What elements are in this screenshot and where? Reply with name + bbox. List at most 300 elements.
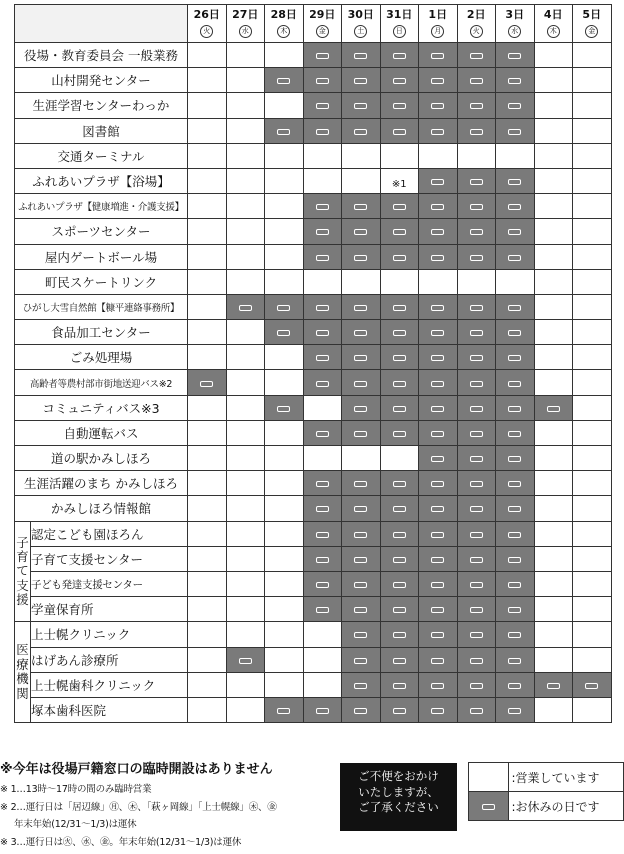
closed-cell [496, 93, 535, 118]
closed-cell [380, 118, 419, 143]
facility-name: 食品加工センター [15, 320, 188, 345]
closed-cell [265, 68, 304, 93]
facility-name: ふれあいプラザ【浴場】 [15, 168, 188, 193]
open-cell [188, 345, 227, 370]
open-cell [534, 647, 573, 672]
closed-dash-icon [431, 255, 444, 261]
closed-dash-icon [277, 406, 290, 412]
closed-dash-icon [508, 103, 521, 109]
footnote-2: ※ 2…運行日は「居辺線」㊊、㊍、「萩ヶ岡線」「上士幌線」㊍、㊎ [0, 802, 277, 813]
closed-cell [496, 345, 535, 370]
open-cell [573, 345, 612, 370]
closed-cell [380, 647, 419, 672]
closed-dash-icon [354, 658, 367, 664]
open-cell [534, 219, 573, 244]
open-cell [573, 446, 612, 471]
closed-dash-icon [431, 229, 444, 235]
closed-cell [419, 597, 458, 622]
closed-cell [457, 546, 496, 571]
open-cell [303, 446, 342, 471]
open-cell [226, 194, 265, 219]
facility-name: 山村開発センター [15, 68, 188, 93]
closed-dash-icon [316, 255, 329, 261]
closed-cell [226, 294, 265, 319]
table-row [15, 622, 612, 647]
closed-dash-icon [508, 229, 521, 235]
closed-cell [457, 420, 496, 445]
open-cell [534, 697, 573, 722]
closed-dash-icon [470, 255, 483, 261]
closed-cell [419, 446, 458, 471]
facility-name: 交通ターミナル [15, 143, 188, 168]
open-cell [534, 294, 573, 319]
closed-dash-icon [354, 381, 367, 387]
open-cell [226, 672, 265, 697]
open-cell [303, 672, 342, 697]
open-cell [265, 446, 304, 471]
facility-name: コミュニティバス※3 [15, 395, 188, 420]
table-row [15, 672, 612, 697]
closed-cell [380, 521, 419, 546]
weekday-circle: 土 [354, 25, 367, 38]
facility-name: 認定こども園ほろん [31, 521, 188, 546]
closed-dash-icon [470, 103, 483, 109]
closed-cell [380, 68, 419, 93]
date-number: 26日 [193, 8, 220, 21]
closed-cell [496, 622, 535, 647]
open-cell [265, 571, 304, 596]
table-row [15, 647, 612, 672]
closed-dash-icon [508, 179, 521, 185]
closed-dash-icon [316, 481, 329, 487]
closed-cell [265, 118, 304, 143]
closed-cell [457, 672, 496, 697]
header-corner [15, 5, 188, 43]
closed-cell [457, 320, 496, 345]
open-cell [534, 496, 573, 521]
closed-cell [496, 194, 535, 219]
closed-dash-icon [508, 355, 521, 361]
open-cell [534, 370, 573, 395]
open-cell [573, 420, 612, 445]
weekday-circle: 日 [393, 25, 406, 38]
closed-cell [419, 672, 458, 697]
open-cell [265, 143, 304, 168]
closed-cell [303, 546, 342, 571]
closed-cell [342, 395, 381, 420]
footnote-1: ※ 1…13時～17時の間のみ臨時営業 [0, 784, 152, 795]
closed-dash-icon [470, 355, 483, 361]
open-cell [188, 168, 227, 193]
closed-dash-icon [431, 481, 444, 487]
table-row [15, 219, 612, 244]
closed-cell [226, 647, 265, 672]
legend-open-swatch [469, 763, 509, 792]
closed-cell [419, 647, 458, 672]
open-cell [188, 697, 227, 722]
open-cell [534, 118, 573, 143]
closed-dash-icon [508, 204, 521, 210]
closed-dash-icon [393, 103, 406, 109]
open-cell [534, 143, 573, 168]
open-cell [573, 571, 612, 596]
closed-cell [342, 219, 381, 244]
closed-cell [342, 622, 381, 647]
closed-dash-icon [316, 78, 329, 84]
open-cell [496, 269, 535, 294]
closed-cell [457, 345, 496, 370]
closed-dash-icon [482, 804, 495, 810]
closed-cell [342, 118, 381, 143]
closed-dash-icon [354, 431, 367, 437]
date-header-cell [188, 5, 227, 43]
open-cell [419, 269, 458, 294]
notice-text: ※今年は役場戸籍窓口の臨時開設はありません [0, 762, 273, 777]
open-cell [573, 597, 612, 622]
closed-cell [534, 395, 573, 420]
closed-dash-icon [393, 708, 406, 714]
open-cell [303, 647, 342, 672]
closed-cell [342, 244, 381, 269]
footnote-3: ※ 3…運行日は㊋、㊌、㊎。年末年始(12/31～1/3)は運休 [0, 837, 242, 848]
closed-cell [342, 43, 381, 68]
weekday-circle: 水 [239, 25, 252, 38]
open-cell [573, 471, 612, 496]
open-cell [573, 546, 612, 571]
closed-dash-icon [470, 229, 483, 235]
date-number: 4日 [543, 8, 563, 21]
closed-dash-icon [431, 456, 444, 462]
open-cell [573, 93, 612, 118]
closed-dash-icon [508, 456, 521, 462]
closed-dash-icon [431, 406, 444, 412]
closed-cell [496, 546, 535, 571]
open-cell [534, 320, 573, 345]
open-cell [342, 269, 381, 294]
open-cell [303, 395, 342, 420]
open-cell [265, 219, 304, 244]
closed-dash-icon [316, 506, 329, 512]
closed-dash-icon [470, 658, 483, 664]
closed-dash-icon [470, 506, 483, 512]
open-cell [188, 143, 227, 168]
open-cell [188, 622, 227, 647]
open-cell [573, 697, 612, 722]
closed-dash-icon [470, 431, 483, 437]
open-cell [226, 546, 265, 571]
closed-cell [496, 68, 535, 93]
open-cell [380, 269, 419, 294]
open-cell [265, 244, 304, 269]
closed-dash-icon [316, 355, 329, 361]
closed-cell [380, 597, 419, 622]
closed-cell [457, 244, 496, 269]
open-cell [573, 370, 612, 395]
open-cell [188, 420, 227, 445]
closed-cell [419, 395, 458, 420]
closed-cell [380, 395, 419, 420]
closed-cell [496, 118, 535, 143]
closed-cell [496, 219, 535, 244]
closed-cell [380, 496, 419, 521]
open-cell [226, 269, 265, 294]
closed-cell [419, 471, 458, 496]
closed-dash-icon [508, 305, 521, 311]
closed-cell [496, 168, 535, 193]
closed-dash-icon [508, 683, 521, 689]
open-cell [265, 672, 304, 697]
weekday-circle: 火 [200, 25, 213, 38]
closed-dash-icon [316, 305, 329, 311]
open-cell [226, 370, 265, 395]
closed-dash-icon [508, 481, 521, 487]
closed-cell [380, 622, 419, 647]
closed-cell [496, 446, 535, 471]
closed-cell [380, 43, 419, 68]
closed-cell [303, 320, 342, 345]
table-row [15, 546, 612, 571]
closed-dash-icon [239, 305, 252, 311]
facility-name: 上士幌クリニック [31, 622, 188, 647]
open-cell [573, 219, 612, 244]
open-cell [188, 571, 227, 596]
closed-cell [496, 496, 535, 521]
facility-name: 屋内ゲートボール場 [15, 244, 188, 269]
closed-dash-icon [393, 481, 406, 487]
closed-dash-icon [431, 204, 444, 210]
closed-dash-icon [431, 582, 444, 588]
open-cell [573, 244, 612, 269]
facility-name: かみしほろ情報館 [15, 496, 188, 521]
date-number: 2日 [466, 8, 486, 21]
closed-cell [457, 68, 496, 93]
open-cell [265, 370, 304, 395]
open-cell [419, 143, 458, 168]
closed-dash-icon [277, 330, 290, 336]
closed-cell [380, 672, 419, 697]
table-row [15, 143, 612, 168]
closed-dash-icon [393, 229, 406, 235]
open-cell [226, 345, 265, 370]
closed-dash-icon [354, 255, 367, 261]
date-header-cell [573, 5, 612, 43]
closed-dash-icon [239, 658, 252, 664]
open-cell [457, 143, 496, 168]
closed-dash-icon [470, 456, 483, 462]
closed-dash-icon [316, 53, 329, 59]
open-cell [573, 395, 612, 420]
closed-cell [380, 370, 419, 395]
closed-cell [457, 496, 496, 521]
closed-cell [380, 93, 419, 118]
closed-cell [303, 521, 342, 546]
open-cell [573, 320, 612, 345]
facility-name: 学童保育所 [31, 597, 188, 622]
closed-cell [342, 697, 381, 722]
closed-dash-icon [431, 557, 444, 563]
closed-dash-icon [393, 582, 406, 588]
closed-cell [457, 294, 496, 319]
closed-dash-icon [277, 129, 290, 135]
open-cell [188, 294, 227, 319]
open-cell [188, 68, 227, 93]
closed-cell [457, 43, 496, 68]
open-cell [534, 471, 573, 496]
closed-dash-icon [277, 708, 290, 714]
closed-dash-icon [470, 78, 483, 84]
closed-cell [380, 194, 419, 219]
closed-cell [303, 496, 342, 521]
closed-cell [265, 395, 304, 420]
facility-name: 自動運転バス [15, 420, 188, 445]
facility-name: 生涯活躍のまち かみしほろ [15, 471, 188, 496]
closed-cell [380, 420, 419, 445]
closed-dash-icon [470, 532, 483, 538]
closed-dash-icon [508, 129, 521, 135]
open-cell [226, 521, 265, 546]
closed-dash-icon [508, 330, 521, 336]
open-cell [188, 244, 227, 269]
closed-cell [342, 345, 381, 370]
closed-cell [457, 446, 496, 471]
open-cell [226, 118, 265, 143]
table-row [15, 43, 612, 68]
table-row [15, 294, 612, 319]
closed-dash-icon [393, 557, 406, 563]
open-cell [226, 143, 265, 168]
closed-cell [380, 320, 419, 345]
open-cell [188, 93, 227, 118]
closed-cell [303, 68, 342, 93]
closed-cell [419, 168, 458, 193]
table-row [15, 571, 612, 596]
open-cell [226, 420, 265, 445]
weekday-circle: 金 [316, 25, 329, 38]
closed-cell [303, 294, 342, 319]
closed-dash-icon [431, 532, 444, 538]
open-cell [226, 395, 265, 420]
closed-dash-icon [393, 632, 406, 638]
closed-dash-icon [393, 330, 406, 336]
closed-dash-icon [354, 582, 367, 588]
open-cell [188, 647, 227, 672]
closed-cell [419, 521, 458, 546]
closed-cell [419, 345, 458, 370]
date-header [15, 5, 612, 43]
closed-cell [496, 571, 535, 596]
closed-dash-icon [431, 129, 444, 135]
open-cell [573, 68, 612, 93]
closed-cell [303, 697, 342, 722]
closed-cell [496, 471, 535, 496]
closed-dash-icon [354, 330, 367, 336]
open-cell [534, 546, 573, 571]
closed-cell [419, 194, 458, 219]
closed-dash-icon [393, 255, 406, 261]
closed-dash-icon [508, 632, 521, 638]
open-cell [226, 219, 265, 244]
closed-dash-icon [354, 53, 367, 59]
date-header-cell [534, 5, 573, 43]
open-cell [188, 43, 227, 68]
date-number: 29日 [309, 8, 336, 21]
closed-dash-icon [393, 78, 406, 84]
closed-dash-icon [431, 431, 444, 437]
date-header-cell [380, 5, 419, 43]
closed-dash-icon [200, 381, 213, 387]
facility-name: 図書館 [15, 118, 188, 143]
open-cell [534, 521, 573, 546]
closed-dash-icon [470, 708, 483, 714]
closed-cell [457, 597, 496, 622]
legend-open-label: :営業しています [509, 763, 624, 792]
open-cell [265, 420, 304, 445]
closed-dash-icon [470, 557, 483, 563]
open-cell [496, 143, 535, 168]
closed-dash-icon [316, 204, 329, 210]
open-cell [303, 269, 342, 294]
open-cell [265, 93, 304, 118]
closed-cell [342, 370, 381, 395]
closed-dash-icon [508, 658, 521, 664]
open-cell [226, 697, 265, 722]
closed-cell [303, 244, 342, 269]
closed-dash-icon [393, 607, 406, 613]
closed-cell [303, 420, 342, 445]
group-childcare: 子 育 て 支 援 [15, 521, 31, 622]
open-cell [380, 446, 419, 471]
open-cell [534, 446, 573, 471]
weekday-circle: 火 [470, 25, 483, 38]
facility-name: ごみ処理場 [15, 345, 188, 370]
open-cell [573, 168, 612, 193]
closed-dash-icon [393, 506, 406, 512]
closed-dash-icon [393, 355, 406, 361]
open-cell [573, 521, 612, 546]
open-cell [226, 597, 265, 622]
open-cell [226, 320, 265, 345]
date-number: 1日 [428, 8, 448, 21]
legend [468, 762, 624, 821]
closed-cell [303, 43, 342, 68]
apology-line-3: ご了承ください [358, 800, 439, 815]
closed-dash-icon [316, 381, 329, 387]
closed-cell [496, 420, 535, 445]
closed-cell [496, 320, 535, 345]
closed-dash-icon [316, 607, 329, 613]
closed-dash-icon [470, 381, 483, 387]
open-cell [573, 294, 612, 319]
open-cell [265, 269, 304, 294]
closed-cell [419, 68, 458, 93]
closed-cell [342, 546, 381, 571]
closed-cell [380, 571, 419, 596]
date-number: 27日 [232, 8, 259, 21]
closed-dash-icon [470, 406, 483, 412]
closed-cell [265, 320, 304, 345]
closed-cell [457, 622, 496, 647]
closed-dash-icon [393, 381, 406, 387]
closed-cell [496, 370, 535, 395]
closed-dash-icon [508, 708, 521, 714]
closed-cell [303, 571, 342, 596]
closed-dash-icon [393, 658, 406, 664]
apology-line-2: いたしますが、 [358, 784, 439, 799]
cell-note: ※1 [391, 178, 407, 190]
closed-dash-icon [431, 708, 444, 714]
table-row [15, 93, 612, 118]
closed-cell [419, 370, 458, 395]
